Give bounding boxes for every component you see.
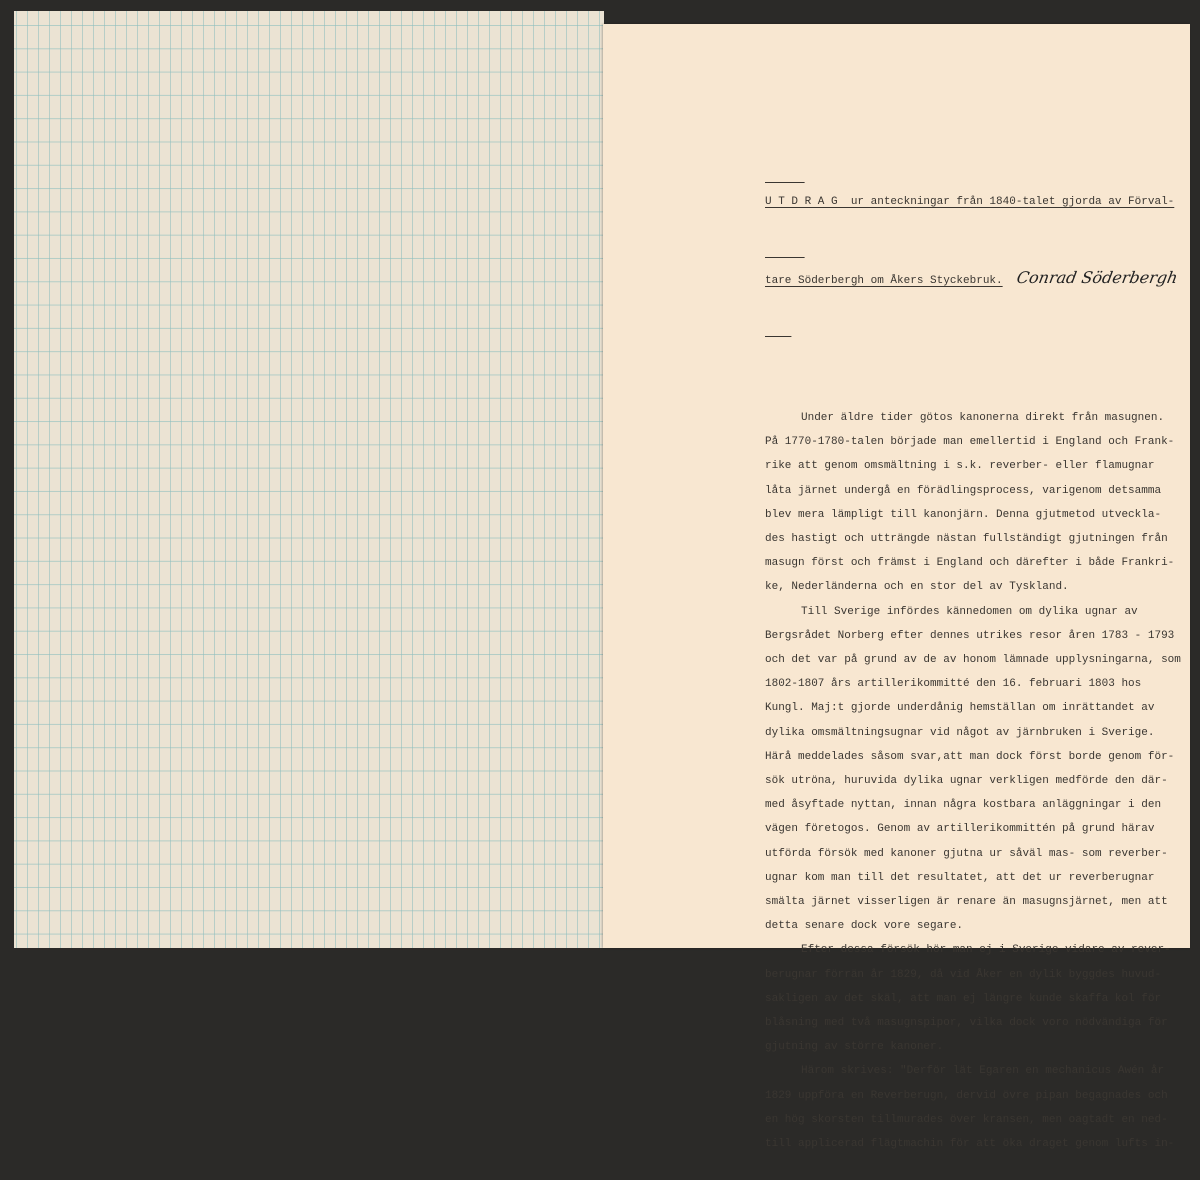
left-page-grid-paper (14, 11, 604, 948)
text-line: vägen företogos. Genom av artillerikommittén på grund härav (765, 823, 1155, 836)
paragraph (765, 600, 1185, 939)
title-line-2: tare Söderbergh om Åkers Styckebruk. (765, 275, 1003, 287)
text-line: och det var på grund av de av honom lämnade upplysningarna, som (765, 654, 1181, 667)
text-line: en hög skorsten tillmurades över kransen, men oagtadt en ned- (765, 1113, 1168, 1126)
text-line: Kungl. Maj:t gjorde underdånig hemställan om inrättandet av (765, 702, 1155, 715)
text-line: Bergsrådet Norberg efter dennes utrikes resor åren 1783 - 1793 (765, 629, 1175, 642)
text-line: till applicerad flägtmachin för att öka draget genom lufts in- (765, 1138, 1175, 1151)
text-line: Till Sverige infördes kännedomen om dylika ugnar av (801, 605, 1138, 618)
text-line: des hastigt och utträngde nästan fullständigt gjutningen från (765, 533, 1168, 546)
text-line: med åsyftade nyttan, innan några kostbara anläggningar i den (765, 799, 1162, 812)
document-text (765, 116, 1185, 1180)
document-body (765, 406, 1185, 1156)
text-line: 1829 uppföra en Reverberugn, dervid övre pipan begagnades och (765, 1089, 1168, 1102)
text-line: Härom skrives: "Derför lät Egaren en mechanicus Awén år (801, 1065, 1165, 1078)
paragraph (765, 406, 1185, 600)
text-line: På 1770-1780-talen började man emellertid i England och Frank- (765, 436, 1175, 449)
paragraph (765, 1059, 1185, 1156)
text-line: blåsning med två masugnspipor, vilka dock voro nödvändiga för (765, 1017, 1168, 1030)
text-line: ke, Nederländerna och en stor del av Tyskland. (765, 581, 1069, 594)
paragraph (765, 938, 1185, 1059)
text-line: gjutning av större kanoner. (765, 1041, 944, 1054)
right-page-typed-document (603, 24, 1190, 1151)
document-title (765, 140, 1185, 344)
text-line: Härå meddelades såsom svar,att man dock först borde genom för- (765, 750, 1175, 763)
title-line-1: U T D R A G ur anteckningar från 1840-talet gjorda av Förval- (765, 196, 1175, 208)
text-line: blev mera lämpligt till kanonjärn. Denna gjutmetod utveckla- (765, 508, 1162, 521)
text-line: detta senare dock vore segare. (765, 920, 964, 933)
text-line: Efter dessa försök hör man ej i Sverige vidare av rever- (801, 944, 1171, 957)
text-line: rike att genom omsmältning i s.k. reverber- eller flamugnar (765, 460, 1155, 473)
text-line: smälta järnet visserligen är renare än masugnsjärnet, men att (765, 896, 1168, 909)
text-line: låta järnet undergå en förädlingsprocess, varigenom detsamma (765, 484, 1162, 497)
text-line: sakligen av det skäl, att man ej längre kunde skaffa kol för (765, 992, 1162, 1005)
text-line: berugnar förrän år 1829, då vid Åker en dylik byggdes huvud- (765, 968, 1162, 981)
text-line: utförda försök med kanoner gjutna ur såväl mas- som reverber- (765, 847, 1168, 860)
text-line: masugn först och främst i England och därefter i både Frankri- (765, 557, 1175, 570)
handwritten-signature: Conrad Söderbergh (1014, 268, 1179, 287)
text-line: Under äldre tider götos kanonerna direkt från masugnen. (801, 412, 1165, 424)
text-line: 1802-1807 års artillerikommitté den 16. februari 1803 hos (765, 678, 1142, 691)
text-line: ugnar kom man till det resultatet, att det ur reverberugnar (765, 871, 1155, 884)
text-line: sök utröna, huruvida dylika ugnar verkligen medförde den där- (765, 775, 1168, 788)
text-line: dylika omsmältningsugnar vid något av järnbruken i Sverige. (765, 726, 1155, 739)
